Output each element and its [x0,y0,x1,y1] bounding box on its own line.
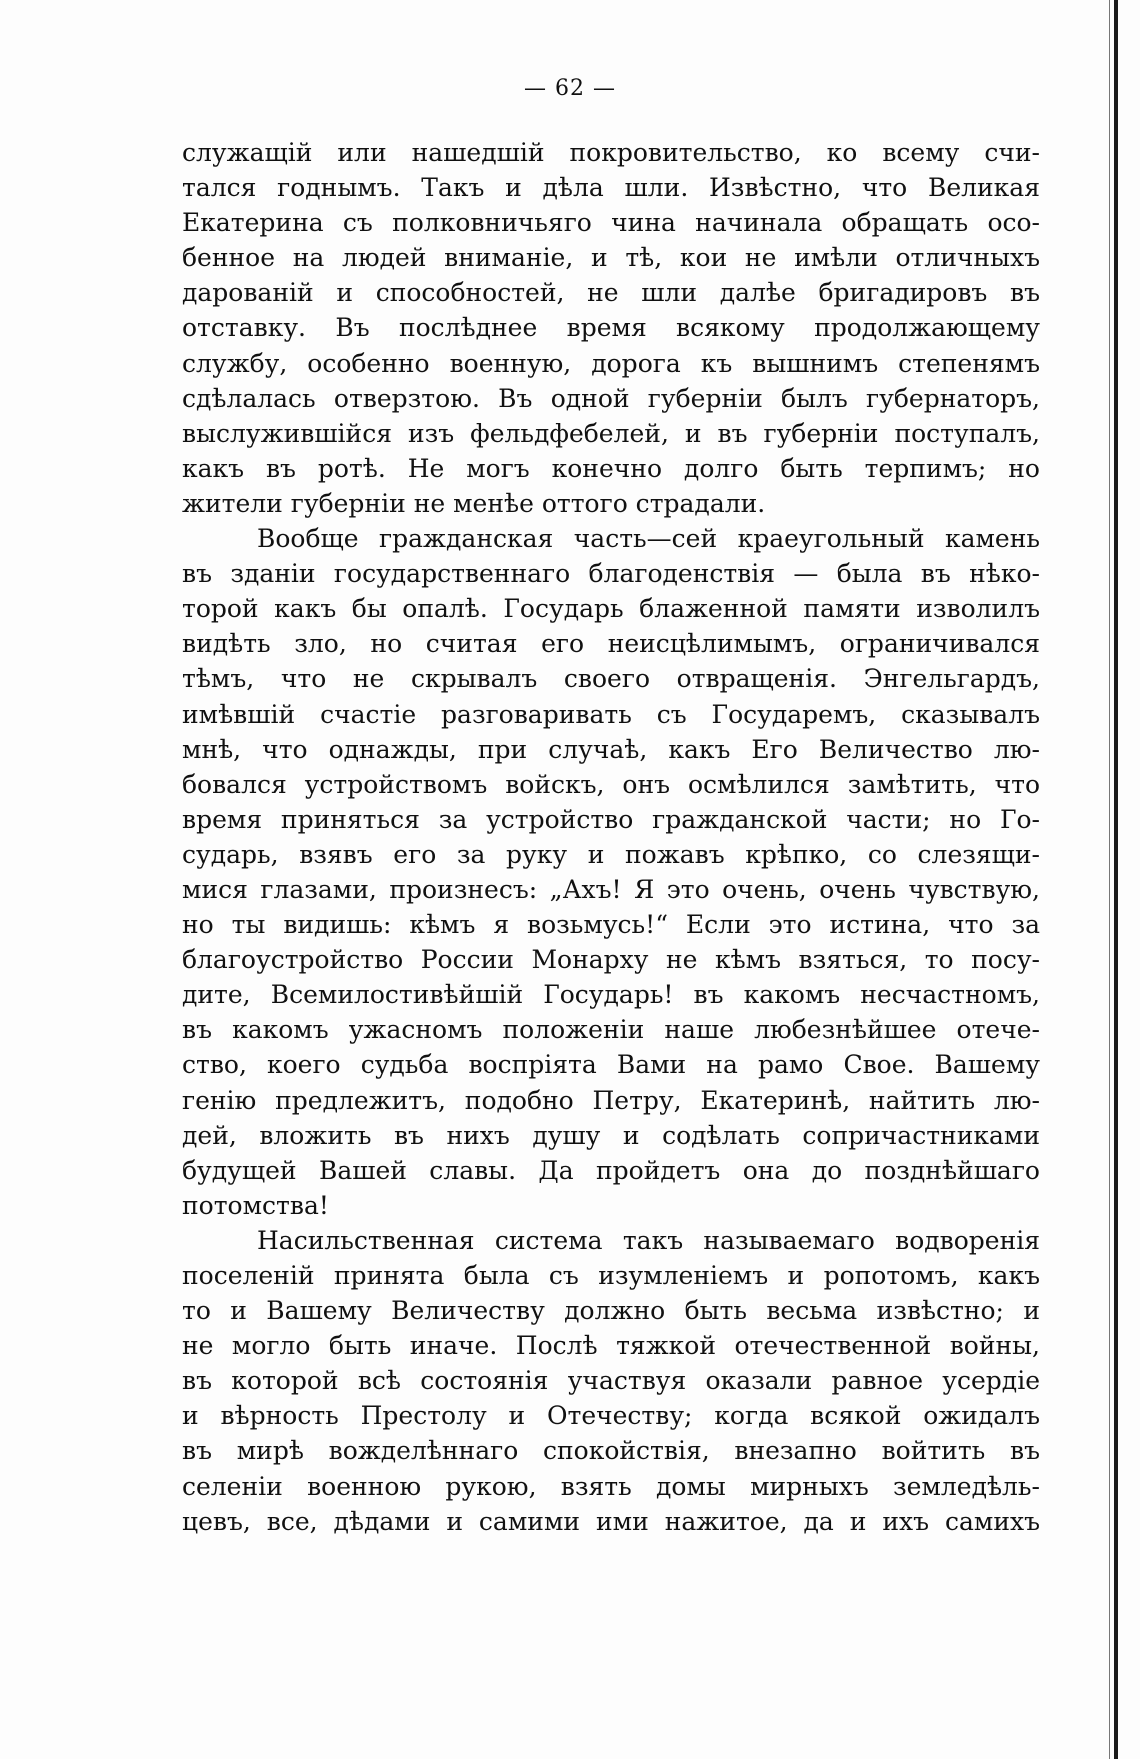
text-line: то и Вашему Величеству должно быть весьма извѣстно; и [182,1296,1040,1326]
text-line: поселеній принята была съ изумленіемъ и ропотомъ, какъ [182,1261,1040,1290]
text-line: дите, Всемилостивѣйшій Государь! въ какомъ несчастномъ, [182,980,1040,1010]
text-line: не могло быть иначе. Послѣ тяжкой отечественной войны, [182,1331,1040,1361]
text-line: и вѣрность Престолу и Отечеству; когда всякой ожидалъ [182,1401,1040,1431]
page-edge-shadow [1114,0,1118,1759]
text-line: ство, коего судьба воспріята Вами на рамо Свое. Вашему [182,1050,1040,1080]
text-line: служащій или нашедшій покровительство, ко всему счи- [182,138,1040,167]
paragraph-end-line: жители губерніи не менѣе оттого страдали. [182,488,766,518]
text-line: дарованій и способностей, не шли далѣе бригадировъ въ [182,278,1040,308]
text-line: видѣть зло, но считая его неисцѣлимымъ, ограничивался [182,629,1040,659]
text-line: генію предлежитъ, подобно Петру, Екатеринѣ, найтить лю- [182,1085,1040,1115]
text-line: въ зданіи государственнаго благоденствія — была въ нѣко- [182,559,1040,589]
text-line: выслужившійся изъ фельдфебелей, и въ губерніи поступалъ, [182,418,1040,448]
text-line: сдѣлалась отверзтою. Въ одной губерніи былъ губернаторъ, [182,383,1040,413]
paragraph-start-line: Насильственная система такъ называемаго водворенія [257,1225,1040,1255]
page-number: — 62 — [524,76,616,101]
text-line: отставку. Въ послѣднее время всякому продолжающему [182,313,1040,343]
text-line: службу, особенно военную, дорога къ вышнимъ степенямъ [182,348,1040,378]
paragraph-end-line: потомства! [182,1190,329,1220]
text-line: будущей Вашей славы. Да пройдетъ она до позднѣйшаго [182,1155,1040,1185]
text-line: мися глазами, произнесъ: „Ахъ! Я это очень, очень чувствую, [182,874,1040,904]
text-line: сударь, взявъ его за руку и пожавъ крѣпко, со слезящи- [182,839,1040,869]
text-line: какъ въ ротѣ. Не могъ конечно долго быть терпимъ; но [182,453,1040,483]
text-line: въ какомъ ужасномъ положеніи наше любезнѣйшее отече- [182,1015,1040,1045]
text-line: тался годнымъ. Такъ и дѣла шли. Извѣстно, что Великая [182,173,1040,203]
text-line: время приняться за устройство гражданской части; но Го- [182,804,1040,834]
text-line: дей, вложить въ нихъ душу и содѣлать сопричастниками [182,1120,1040,1150]
text-line: цевъ, все, дѣдами и самими ими нажитое, да и ихъ самихъ [182,1506,1040,1536]
text-line: Екатерина съ полковничьяго чина начинала обращать осо- [182,208,1040,238]
text-line: благоустройство России Монарху не кѣмъ взяться, то посу- [182,945,1040,975]
text-line: но ты видишь: кѣмъ я возьмусь!“ Если это истина, что за [182,910,1040,940]
body-text [182,135,1040,1539]
text-line: въ которой всѣ состоянія участвуя оказали равное усердіе [182,1366,1040,1396]
page-edge-line [1109,0,1110,1759]
text-line: имѣвшій счастіе разговаривать съ Государемъ, сказывалъ [182,699,1040,729]
text-line: мнѣ, что однажды, при случаѣ, какъ Его Величество лю- [182,734,1040,764]
text-line: въ мирѣ вожделѣннаго спокойствія, внезапно войтить въ [182,1436,1040,1466]
text-line: селеніи военною рукою, взять домы мирныхъ землeдѣль- [182,1471,1040,1501]
paragraph-start-line: Вообще гражданская часть—сей краеугольный камень [257,524,1040,554]
text-line: торой какъ бы опалѣ. Государь блаженной памяти изволилъ [182,594,1040,624]
text-line: тѣмъ, что не скрывалъ своего отвращенія. Энгельгардъ, [182,664,1040,694]
text-line: бенное на людей вниманіе, и тѣ, кои не имѣли отличныхъ [182,243,1040,273]
text-line: бовался устройствомъ войскъ, онъ осмѣлился замѣтить, что [182,769,1040,799]
